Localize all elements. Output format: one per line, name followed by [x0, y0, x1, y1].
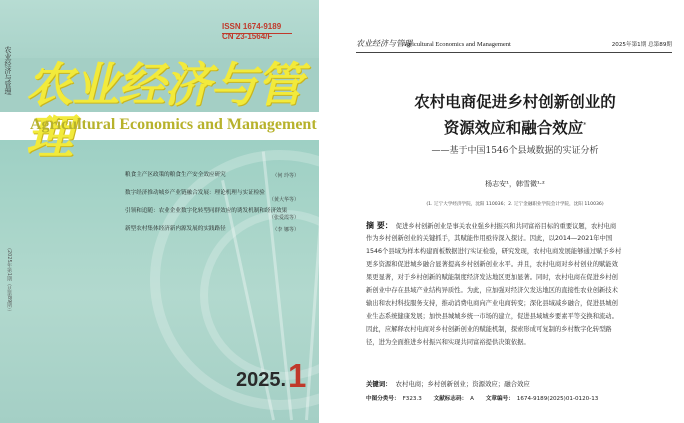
header-divider — [356, 52, 672, 53]
article-keywords — [366, 379, 530, 389]
abstract-line: 果更显著，对于乡村创新的赋能制度经济发达地区更加显著。同时，农村电商在促进乡村创 — [366, 274, 618, 281]
cover-issn: ISSN 1674-9189 — [222, 22, 282, 31]
cover-spine-title: 农业经济与管理 — [4, 46, 12, 95]
toc-entry-author: （何 玲等） — [272, 173, 299, 179]
article-subtitle: ——基于中国1546个县域数据的实证分析 — [431, 146, 599, 156]
toc-entry-author: （李 娜等） — [272, 227, 299, 233]
document-code-label: 文献标志码： — [433, 396, 468, 402]
cover-spine-info: （2025年第1期（总第89期）） — [6, 245, 12, 315]
article-authors: 杨志安¹，韩雪微¹·² — [485, 180, 545, 188]
toc-entry-title: 新型农村集体经济新内源发展的实践路径 — [125, 226, 226, 232]
article-title — [346, 92, 684, 112]
clc-label: 中图分类号： — [366, 396, 400, 402]
abstract-line: 径，进为全面推进乡村振兴和实现共同富裕提供决策依据。 — [366, 339, 530, 346]
toc-entry-title: 粮食主产区政策的粮食生产安全效应研究 — [125, 172, 226, 178]
article-abstract — [366, 219, 666, 349]
abstract-line: 新创业中存在县域产业结构异质性。为此，应加强对经济欠发达地区的直接性农业创新技术 — [366, 287, 618, 294]
article-title-line-2: 资源效应和融合效应 — [443, 118, 584, 138]
document-code-value: A — [470, 396, 474, 402]
article-id-label: 文章编号： — [485, 396, 514, 402]
toc-entry[interactable] — [125, 190, 315, 208]
cover-year: 2025. — [236, 369, 287, 391]
article-title-line-1: 农村电商促进乡村创新创业的 — [414, 92, 616, 111]
footnote-mark[interactable]: * — [583, 122, 587, 129]
cover-title-english: Agricultural Economics and Management — [30, 116, 317, 133]
abstract-line: 因此，应解释农村电商对乡村创新创业的赋能机制，探索形成可复制的乡村数字化转型路 — [366, 326, 612, 333]
running-header-journal: Agricultural Economics and Management — [402, 41, 511, 48]
article-first-page — [346, 0, 684, 423]
abstract-text: 促进乡村创新创业是事关农业强乡村振兴和共同富裕目标的重要议题，农村电商 — [395, 223, 617, 230]
cover-title-chinese: 农业经济与管理 — [26, 58, 302, 165]
toc-entry-title: 数字经济推动城乡产业链融合发展：理论机理与实证检验 — [125, 190, 265, 196]
journal-cover — [0, 0, 319, 423]
cover-cn-number: CN 23-1564/F — [222, 32, 273, 41]
toc-entry[interactable] — [125, 226, 315, 244]
toc-entry-author: （张爱霞等） — [268, 215, 299, 221]
article-affiliation: (1. 辽宁大学经济学院，沈阳 110036；2. 辽宁金融职业学院会计学院，沈阳 110036) — [426, 202, 604, 207]
abstract-line: 作为乡村创新创业的关键抓手，其赋能作用亟待深入探讨。因此，以2014—2021年中国 — [366, 235, 613, 242]
toc-entry-title: 引领和追随：农业企业数字化转型同群效应的诱发机制和经济效果 — [125, 208, 288, 214]
abstract-line: 1546个县域为样本构建面板数据进行实证检验，研究发现，农村电商发展能够通过赋予乡村 — [366, 248, 622, 255]
cover-table-of-contents — [125, 172, 315, 244]
toc-entry-author: （黄大华等） — [268, 197, 299, 203]
keywords-text: 农村电商；乡村创新创业；资源效应；融合效应 — [395, 380, 530, 388]
article-classification — [366, 394, 608, 404]
abstract-label: 摘 要： — [366, 221, 393, 230]
abstract-line: 业生态系统健康发展；加快县城城乡统一市场的建立，促进县域城乡要素平等交换和流动。 — [366, 313, 618, 320]
abstract-line: 更多资源和促进城乡融合显著提高乡村创新创业水平。并且，农村电商对乡村创业的赋能效 — [366, 261, 618, 268]
toc-entry[interactable] — [125, 208, 315, 226]
running-header-issue: 2025年第1期 总第89期 — [611, 42, 672, 48]
clc-value: F323.3 — [402, 396, 422, 402]
keywords-label: 关键词： — [366, 380, 392, 388]
article-title-continued — [346, 116, 684, 138]
running-header-logo: 农业经济与管理 — [356, 39, 412, 48]
cover-issue-number: 1 — [288, 357, 307, 394]
abstract-line: 输出和农村科技服务支持，推动消费电商向产业电商转变；深化县域减乡融合，促进县城创 — [366, 300, 618, 307]
toc-entry[interactable] — [125, 172, 315, 190]
abstract-line — [366, 219, 666, 232]
article-id-value: 1674-9189(2025)01-0120-13 — [516, 396, 599, 402]
